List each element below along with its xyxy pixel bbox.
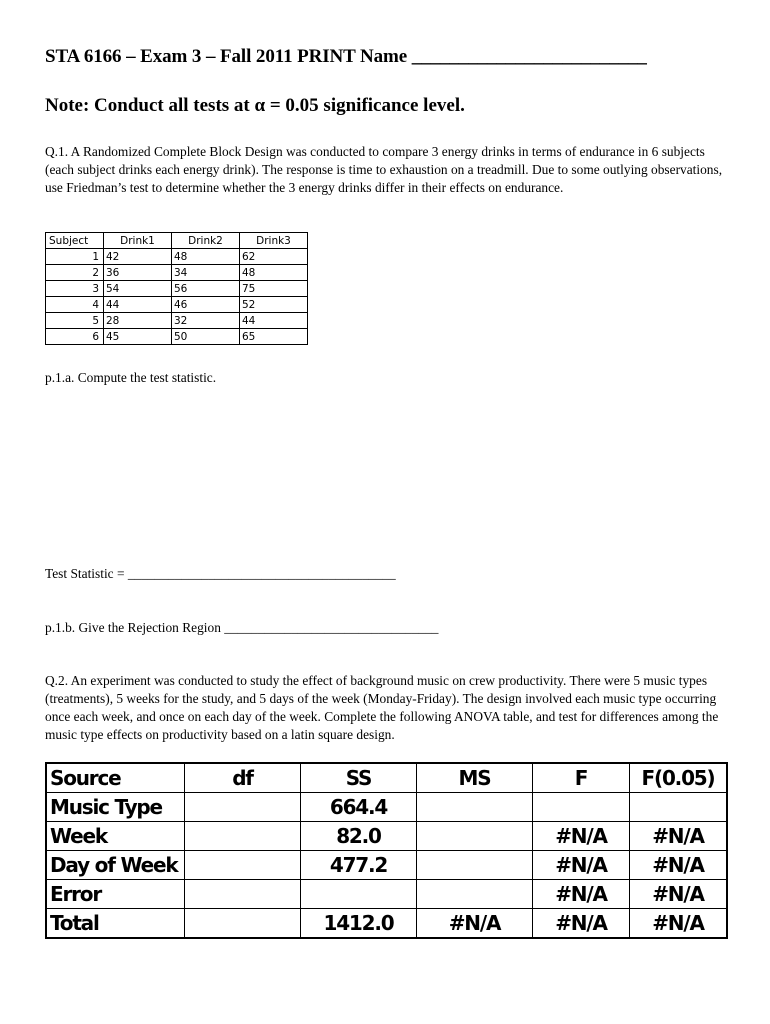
table-row — [46, 265, 308, 281]
anova-cell: #N/A — [533, 851, 630, 880]
table-cell: 3 — [46, 281, 104, 297]
part-1a-prompt: p.1.a. Compute the test statistic. — [45, 370, 217, 385]
table-cell: 42 — [104, 249, 172, 265]
anova-cell: 477.2 — [301, 851, 417, 880]
table-row — [46, 329, 308, 345]
anova-cell: Music Type — [46, 793, 185, 822]
anova-cell: #N/A — [630, 909, 728, 939]
anova-cell[interactable] — [417, 851, 533, 880]
anova-cell: #N/A — [630, 822, 728, 851]
significance-note: Note: Conduct all tests at α = 0.05 significance level. — [45, 95, 465, 116]
anova-table — [45, 762, 728, 939]
anova-cell[interactable] — [301, 880, 417, 909]
table-row — [46, 281, 308, 297]
table-cell: 34 — [172, 265, 240, 281]
anova-cell: #N/A — [533, 822, 630, 851]
rejection-region-line[interactable]: p.1.b. Give the Rejection Region ________________________________ — [45, 620, 439, 635]
anova-cell[interactable] — [417, 822, 533, 851]
anova-cell[interactable] — [185, 822, 301, 851]
table-cell: 5 — [46, 313, 104, 329]
anova-cell: 82.0 — [301, 822, 417, 851]
anova-cell: Week — [46, 822, 185, 851]
table-cell: 48 — [240, 265, 308, 281]
anova-header-fcrit: F(0.05) — [630, 763, 728, 793]
test-statistic-line[interactable]: Test Statistic = ________________________________________ — [45, 566, 396, 581]
anova-row-total — [46, 909, 727, 939]
header-cell: Drink1 — [104, 233, 172, 249]
anova-cell[interactable] — [185, 793, 301, 822]
table-cell: 2 — [46, 265, 104, 281]
anova-cell[interactable] — [185, 880, 301, 909]
anova-cell: 1412.0 — [301, 909, 417, 939]
header-cell: Drink3 — [240, 233, 308, 249]
question-1-text: Q.1. A Randomized Complete Block Design was conducted to compare 3 energy drinks in terms of endurance in 6 subjects (each subject drinks each energy drink). The response is time to exhaustion on a treadmill. Due to some outlying observations, use Friedman’s test to determine whether the 3 energy drinks differ in their effects on endurance. — [45, 144, 723, 195]
table-cell: 62 — [240, 249, 308, 265]
header-cell: Subject — [46, 233, 104, 249]
anova-cell: #N/A — [533, 909, 630, 939]
header-cell: Drink2 — [172, 233, 240, 249]
anova-cell: Error — [46, 880, 185, 909]
table-cell: 52 — [240, 297, 308, 313]
anova-row-day-of-week — [46, 851, 727, 880]
anova-cell[interactable] — [417, 793, 533, 822]
table-cell: 4 — [46, 297, 104, 313]
table-cell: 44 — [104, 297, 172, 313]
table-cell: 75 — [240, 281, 308, 297]
anova-cell: 664.4 — [301, 793, 417, 822]
anova-cell: #N/A — [417, 909, 533, 939]
anova-header-ss: SS — [301, 763, 417, 793]
anova-header-ms: MS — [417, 763, 533, 793]
table-cell: 32 — [172, 313, 240, 329]
table-cell: 50 — [172, 329, 240, 345]
table-cell: 46 — [172, 297, 240, 313]
anova-header-source: Source — [46, 763, 185, 793]
anova-cell: Total — [46, 909, 185, 939]
exam-title: STA 6166 – Exam 3 – Fall 2011 PRINT Name _________________________ — [45, 46, 647, 67]
anova-cell[interactable] — [185, 851, 301, 880]
anova-row-music-type — [46, 793, 727, 822]
anova-cell: Day of Week — [46, 851, 185, 880]
table-cell: 44 — [240, 313, 308, 329]
table-cell: 6 — [46, 329, 104, 345]
anova-cell[interactable] — [185, 909, 301, 939]
anova-header-df: df — [185, 763, 301, 793]
table-cell: 36 — [104, 265, 172, 281]
table-cell: 1 — [46, 249, 104, 265]
table-cell: 28 — [104, 313, 172, 329]
question-2-text: Q.2. An experiment was conducted to study the effect of background music on crew productivity. There were 5 music types (treatments), 5 weeks for the study, and 5 days of the week (Monday-Friday). The design involved each music type occurring once each week, and once on each day of the week. Complete the following ANOVA table, and test for differences among the music type effects on productivity based on a latin square design. — [45, 673, 719, 742]
anova-row-error — [46, 880, 727, 909]
anova-header-row — [46, 763, 727, 793]
anova-cell: #N/A — [630, 851, 728, 880]
anova-cell[interactable] — [417, 880, 533, 909]
table-cell: 45 — [104, 329, 172, 345]
table-cell: 54 — [104, 281, 172, 297]
anova-cell[interactable] — [533, 793, 630, 822]
anova-cell[interactable] — [630, 793, 728, 822]
table-header-row — [46, 233, 308, 249]
anova-cell: #N/A — [630, 880, 728, 909]
anova-cell: #N/A — [533, 880, 630, 909]
table-row — [46, 249, 308, 265]
anova-row-week — [46, 822, 727, 851]
table-row — [46, 313, 308, 329]
table-cell: 56 — [172, 281, 240, 297]
table-cell: 48 — [172, 249, 240, 265]
table-row — [46, 297, 308, 313]
drinks-data-table — [45, 232, 308, 345]
table-cell: 65 — [240, 329, 308, 345]
anova-header-f: F — [533, 763, 630, 793]
